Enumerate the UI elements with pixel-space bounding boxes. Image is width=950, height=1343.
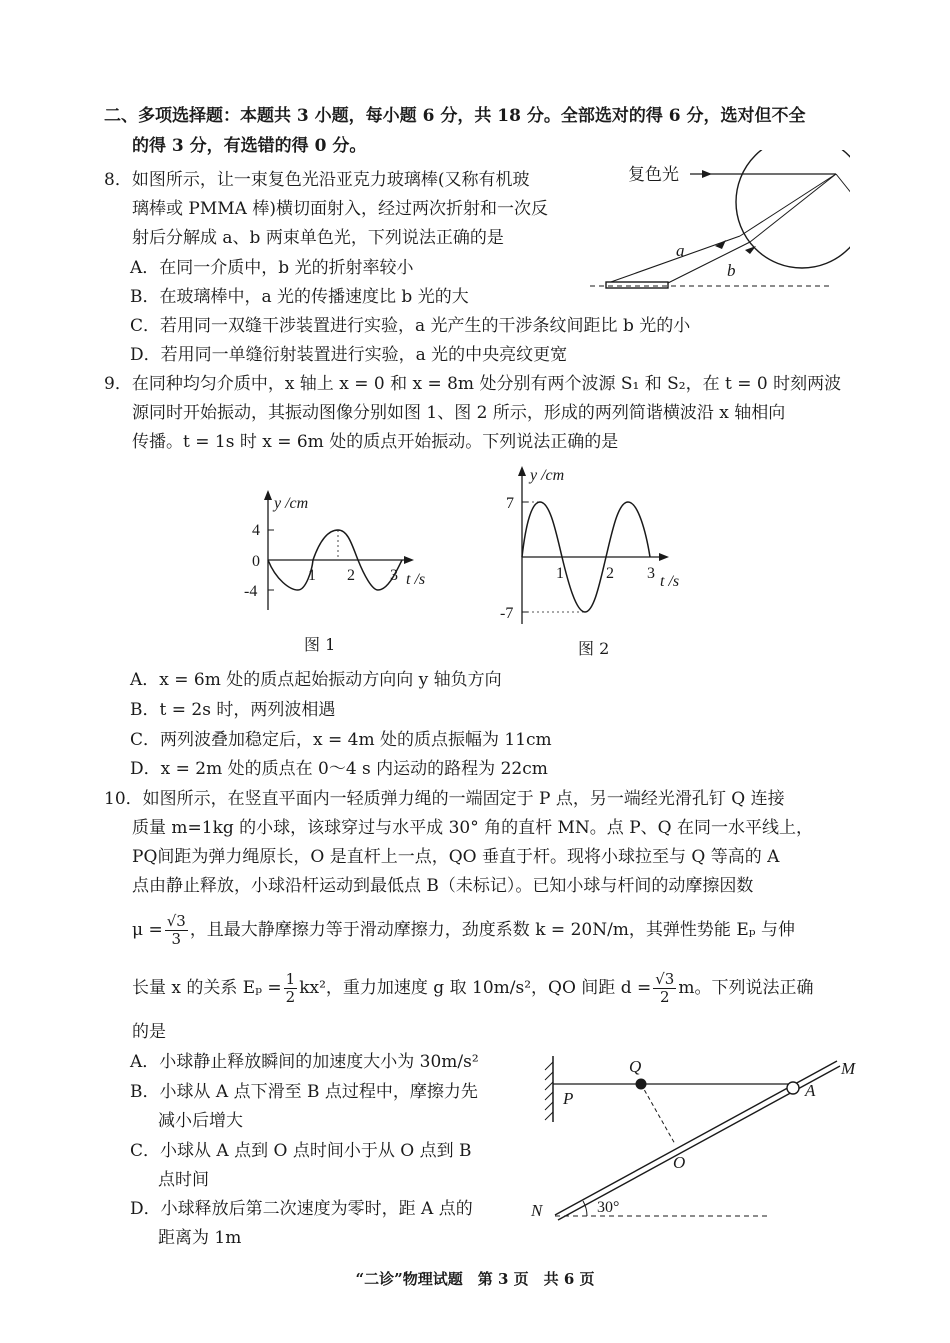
label-A: A xyxy=(805,1081,816,1100)
energy-formula-prefix: 长量 x 的关系 Eₚ = xyxy=(132,978,282,998)
q9-figure-1 xyxy=(238,490,448,620)
q9-option-d: D．x = 2m 处的质点在 0～4 s 内运动的路程为 22cm xyxy=(130,759,548,779)
q9-stem-line2: 源同时开始振动，其振动图像分别如图 1、图 2 所示，形成的两列简谐横波沿 x 轴相向 xyxy=(132,403,786,423)
distance-numerator: √3 xyxy=(655,970,675,988)
screen xyxy=(606,282,668,288)
fig2-xlabel: t /s xyxy=(660,573,680,590)
q10-stem-line2: 质量 m=1kg 的小球，该球穿过与水平成 30° 角的直杆 MN。点 P、Q 在同一水平线上， xyxy=(132,818,813,838)
q10-option-b-line2: 减小后增大 xyxy=(158,1111,243,1131)
q8-option-c: C．若用同一双缝干涉装置进行实验，a 光产生的干涉条纹间距比 b 光的小 xyxy=(130,316,691,336)
fig1-amp-neg: -4 xyxy=(244,583,258,600)
fig1-amp-pos: 4 xyxy=(252,522,260,539)
q10-figure xyxy=(525,1048,875,1226)
q10-stem-line4: 点由静止释放，小球沿杆运动到最低点 B（未标记）。已知小球与杆间的动摩擦因数 xyxy=(132,876,754,896)
q8-option-b: B．在玻璃棒中，a 光的传播速度比 b 光的大 xyxy=(130,287,469,307)
section-heading-line2: 的得 3 分，有选错的得 0 分。 xyxy=(132,136,367,156)
fig1-tick-3: 3 xyxy=(390,567,398,584)
half-numerator: 1 xyxy=(285,970,296,988)
fig2-caption: 图 2 xyxy=(578,639,610,658)
label-O: O xyxy=(673,1153,686,1172)
q10-stem-line6 xyxy=(132,966,813,1010)
label-N: N xyxy=(531,1201,543,1220)
fig2-amp-pos: 7 xyxy=(506,495,514,512)
q9-figure-2 xyxy=(498,462,698,632)
distance-denominator: 2 xyxy=(660,988,670,1006)
label-angle: 30° xyxy=(597,1199,620,1216)
fig1-caption: 图 1 xyxy=(304,635,336,654)
fig2-tick-2: 2 xyxy=(606,565,614,582)
section-heading-line1: 二、多项选择题：本题共 3 小题，每小题 6 分，共 18 分。全部选对的得 6 分，选对但不全 xyxy=(104,106,806,126)
q8-figure xyxy=(590,150,850,300)
q8-label-a: a xyxy=(676,241,685,260)
distance-fraction xyxy=(653,971,676,1006)
fig2-tick-3: 3 xyxy=(647,565,655,582)
label-P: P xyxy=(563,1089,574,1108)
glass-rod-cross-section xyxy=(736,150,850,268)
label-Q: Q xyxy=(629,1057,642,1076)
label-M: M xyxy=(841,1059,856,1078)
q8-stem-line2: 璃棒或 PMMA 棒)横切面射入，经过两次折射和一次反 xyxy=(132,199,548,219)
mu-fraction xyxy=(165,913,188,948)
ball-A xyxy=(787,1082,799,1094)
q10-stem-line1: 10．如图所示，在竖直平面内一轻质弹力绳的一端固定于 P 点，另一端经光滑孔钉 Q 连接 xyxy=(104,789,785,809)
angle-arc xyxy=(583,1201,587,1216)
fig1-xlabel: t /s xyxy=(406,571,426,588)
q10-option-c-line1: C．小球从 A 点到 O 点时间小于从 O 点到 B xyxy=(130,1141,472,1161)
q9-stem-line1: 9．在同种均匀介质中，x 轴上 x = 0 和 x = 8m 处分别有两个波源 S₁ 和 S₂，在 t = 0 时刻两波 xyxy=(104,374,842,394)
line5-rest: ，且最大静摩擦力等于滑动摩擦力，劲度系数 k = 20N/m，其弹性势能 Eₚ 与伸 xyxy=(189,920,795,940)
ray-b-arrow xyxy=(745,246,756,254)
fig2-tick-1: 1 xyxy=(556,565,564,582)
mu-symbol: μ = xyxy=(132,920,163,940)
q10-option-d-line1: D．小球释放后第二次速度为零时，距 A 点的 xyxy=(130,1199,473,1219)
incident-arrow xyxy=(702,170,712,178)
q9-option-a: A．x = 6m 处的质点起始振动方向向 y 轴负方向 xyxy=(130,670,502,690)
q10-option-c-line2: 点时间 xyxy=(158,1170,209,1190)
mu-denominator: 3 xyxy=(171,930,182,948)
perpendicular-QO xyxy=(641,1084,675,1144)
q9-stem-line3: 传播。t = 1s 时 x = 6m 处的质点开始振动。下列说法正确的是 xyxy=(132,432,619,452)
energy-formula-mid: kx²，重力加速度 g 取 10m/s²，QO 间距 d = xyxy=(299,978,652,998)
q9-option-c: C．两列波叠加稳定后，x = 4m 处的质点振幅为 11cm xyxy=(130,730,552,750)
q8-stem-line3: 射后分解成 a、b 两束单色光，下列说法正确的是 xyxy=(132,228,504,248)
half-fraction xyxy=(284,971,298,1006)
q10-stem-line7: 的是 xyxy=(132,1022,166,1042)
line6-rest: m。下列说法正确 xyxy=(678,978,814,998)
q10-stem-line5 xyxy=(132,908,795,952)
q10-option-b-line1: B．小球从 A 点下滑至 B 点过程中，摩擦力先 xyxy=(130,1082,478,1102)
q10-option-a: A．小球静止释放瞬间的加速度大小为 30m/s² xyxy=(130,1052,479,1072)
fig1-origin: 0 xyxy=(252,553,260,570)
fig1-ylabel: y /cm xyxy=(274,495,309,512)
fig1-tick-2: 2 xyxy=(347,567,355,584)
fig2-amp-neg: -7 xyxy=(500,605,514,622)
page-footer: “二诊”物理试题 第 3 页 共 6 页 xyxy=(355,1270,595,1288)
mu-numerator: √3 xyxy=(166,912,186,930)
fig1-tick-1: 1 xyxy=(308,567,316,584)
q10-option-d-line2: 距离为 1m xyxy=(158,1228,242,1248)
q8-option-d: D．若用同一单缝衍射装置进行实验，a 光的中央亮纹更宽 xyxy=(130,345,568,365)
q9-option-b: B．t = 2s 时，两列波相遇 xyxy=(130,700,336,720)
q8-option-a: A．在同一介质中，b 光的折射率较小 xyxy=(130,258,414,278)
q8-label-b: b xyxy=(727,261,736,280)
fig2-ylabel: y /cm xyxy=(530,467,565,484)
half-denominator: 2 xyxy=(285,988,296,1006)
q10-stem-line3: PQ间距为弹力绳原长，O 是直杆上一点，QO 垂直于杆。现将小球拉至与 Q 等高的 A xyxy=(132,847,780,867)
q8-stem-line1: 8．如图所示，让一束复色光沿亚克力玻璃棒(又称有机玻 xyxy=(104,170,530,190)
q8-label-light: 复色光 xyxy=(628,165,679,184)
